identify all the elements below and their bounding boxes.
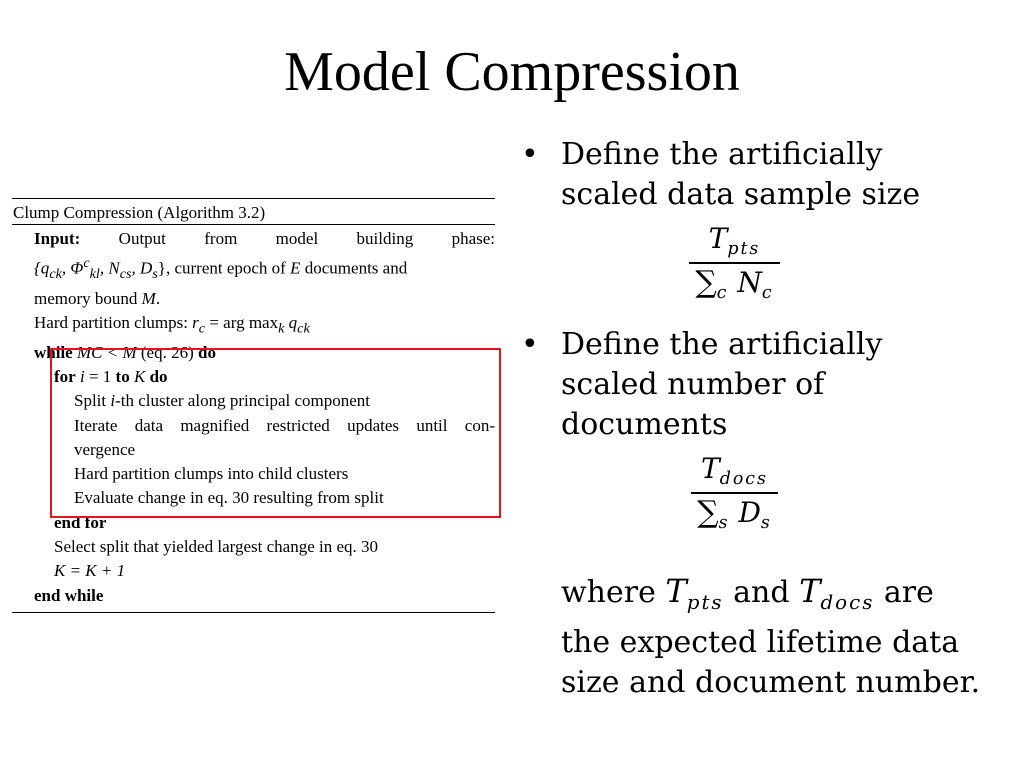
bullet-list xyxy=(518,135,988,703)
for-loop-highlight xyxy=(50,348,501,518)
input-set-line: {$q_{ck}$, $\Phi^c_{kl}$, $N_{cs}$, $D_s$}, current epoch of E documents and xyxy=(34,255,408,283)
algorithm-box xyxy=(12,198,495,613)
bullet-icon: • xyxy=(521,137,539,172)
bullet-icon: • xyxy=(521,326,539,362)
split-line: Split i-th cluster along principal component xyxy=(74,391,371,411)
end-while-line: end while xyxy=(34,585,104,605)
iterate-line: Iterate data magnified restricted updates until con- xyxy=(74,415,496,435)
fraction-docs: $\frac{T_{docs}}{\sum_s D_s}$ xyxy=(691,455,778,533)
algorithm-title: Clump Compression (Algorithm 3.2) xyxy=(13,203,266,222)
end-for-line: end for xyxy=(54,512,107,532)
bottom-rule xyxy=(12,612,495,613)
bullet-text: Define the artificially scaled data sample size xyxy=(561,137,921,212)
k-update-line: K = K + 1 xyxy=(54,561,126,581)
where-paragraph: where $T_{pts}$ and $T_{docs}$ are the expected lifetime data size and document number. xyxy=(561,571,981,700)
bullet-text: Define the artificially scaled number of documents xyxy=(561,326,883,442)
vergence-line: vergence xyxy=(74,439,136,459)
slide-title: Model Compression xyxy=(284,41,740,103)
bullet-item-documents xyxy=(518,325,988,703)
evaluate-line: Evaluate change in eq. 30 resulting from split xyxy=(74,488,384,508)
bullet-item-sample-size xyxy=(518,135,988,303)
memory-line: memory bound M. xyxy=(34,288,161,308)
while-line: while MC < M (eq. 26) do xyxy=(34,342,216,362)
fraction-pts: $\frac{T_{pts}}{\sum_c N_c}$ xyxy=(689,225,779,303)
input-line: Input: Output from model building phase: xyxy=(34,229,495,248)
for-line: for i = 1 to K do xyxy=(54,366,168,386)
hard-partition-line: Hard partition clumps: $r_c$ = arg $\max_k q_{ck}$ xyxy=(34,312,310,337)
select-split-line: Select split that yielded largest change in eq. 30 xyxy=(54,537,379,556)
hard-child-line: Hard partition clumps into child clusters xyxy=(74,464,349,484)
